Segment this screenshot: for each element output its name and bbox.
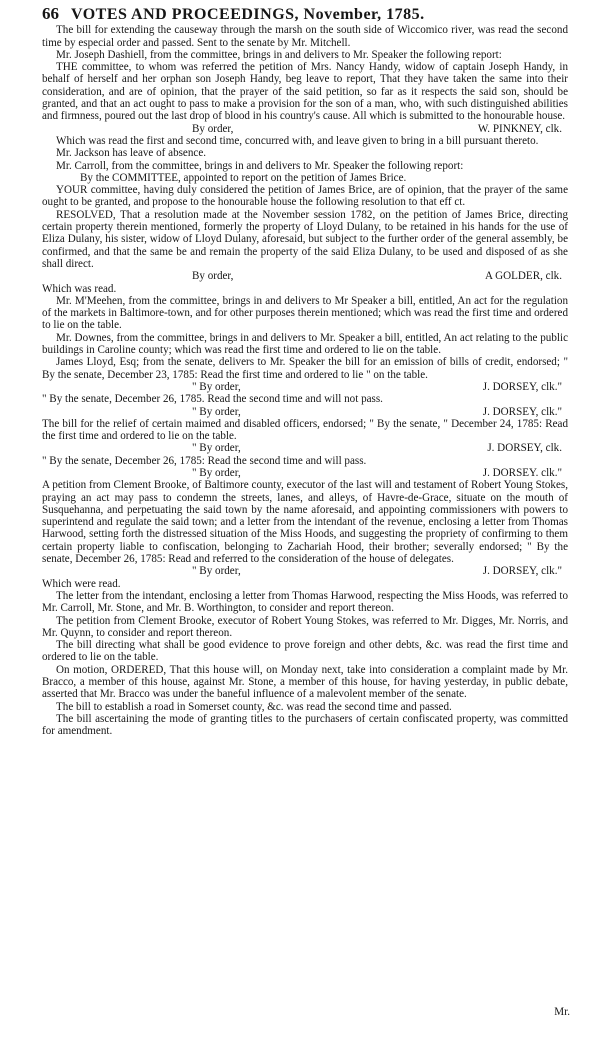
page-number: 66 — [42, 4, 59, 23]
paragraph-jackson-absence: Mr. Jackson has leave of absence. — [56, 147, 207, 160]
paragraph-downes-bill: Mr. Downes, from the committee, brings in and delivers to Mr. Speaker a bill, entitled, An act relating to the public buildings in Caroline county; which was read the first time and ordered to lie on the table. — [42, 331, 568, 357]
paragraph-committee-heading: By the COMMITTEE, appointed to report on the petition of James Brice. — [80, 171, 407, 184]
signoff-label: " By order, — [192, 442, 241, 455]
signoff-dorsey-3 — [42, 442, 568, 454]
signoff-clerk: J. DORSEY, clk. — [487, 442, 562, 455]
paragraph-senate-dec-26-pass: " By the senate, December 26, 1785: Read the second time and will pass. — [42, 454, 367, 467]
paragraph-handy-committee: THE committee, to whom was referred the petition of Mrs. Nancy Handy, widow of captain Joseph Handy, in behalf of herself and her orphan son Joseph Handy, beg leave to report, That they have taken the same into their consideration, and are of opinion, that the prayer of the said petition, so far as it respects the said son, should be granted, and that an act ought to pass to make a provision for the son of a man, who, with such distinguished abilities and firmness, poured out the last drop of blood in his country's cause. All which is submitted to the honourable house. — [42, 61, 568, 123]
signoff-clerk: J. DORSEY, clk." — [482, 380, 562, 393]
catchword: Mr. — [554, 1005, 570, 1018]
paragraph-read-concurred: Which was read the first and second time, concurred with, and leave given to bring in a bill pursuant thereto. — [56, 134, 539, 147]
paragraph-bracco-complaint: On motion, ORDERED, That this house will, on Monday next, take into consideration a complaint made by Mr. Bracco, a member of this house, against Mr. Stone, a member of this house, for having yesterday, in public debate, asserted that Mr. Bracco was under the baneful influence of a malevolent member of the senate. — [42, 663, 568, 701]
paragraph-causeway-bill: The bill for extending the causeway through the marsh on the south side of Wiccomico river, was read the second time by especial order and passed. Sent to the senate by Mr. Mitchell. — [42, 24, 568, 49]
paragraph-carroll-report: Mr. Carroll, from the committee, brings in and delivers to Mr. Speaker the following report: — [56, 159, 464, 172]
paragraph-harwood-letter-referred: The letter from the intendant, enclosing a letter from Thomas Harwood, respecting the Miss Hoods, was referred to Mr. Carroll, Mr. Stone, and Mr. B. Worthington, to consider and report thereon. — [42, 589, 568, 615]
running-title: VOTES AND PROCEEDINGS, November, 1785. — [71, 6, 425, 23]
signoff-dorsey-4 — [42, 467, 568, 479]
signoff-clerk: A GOLDER, clk. — [484, 270, 562, 283]
paragraph-brooke-petition: A petition from Clement Brooke, of Baltimore county, executor of the last will and testament of Robert Young Stokes, praying an act may pass to condemn the streets, lanes, and alleys, of Havre-de-Grace, situate on the mouth of Susquehanna, and perpetuating the said town by the name aforesaid, and appointing commissioners with powers to superintend and regulate the said town; and a letter from the intendant of the revenue, enclosing a letter from Thomas Harwood, setting forth the distressed situation of the Miss Hoods, and suggesting the propriety of confirming to them certain property liable to confiscation, belonging to Zachariah Hood, their brother; severally endorsed; " By the senate, December 26, 1785: Read and referred to the consideration of the house of delegates. — [42, 479, 568, 566]
signoff-clerk: J. DORSEY, clk." — [482, 565, 562, 578]
signoff-pinkney — [42, 123, 568, 135]
signoff-label: " By order, — [192, 565, 241, 578]
signoff-label: " By order, — [192, 466, 241, 479]
paragraph-brice-committee: YOUR committee, having duly considered the petition of James Brice, are of opinion, that the prayer of the same ought to be granted, and propose to the honourable house the following resolution to that eff ct. — [42, 184, 568, 209]
paragraph-resolved-brice: RESOLVED, That a resolution made at the November session 1782, on the petition of James Brice, directing certain property therein mentioned, formerly the property of Lloyd Dulany, to be retained in his hands for the use of Eliza Dulany, his sister, widow of Lloyd Dulany, aforesaid, but subject to the further order of the general assembly, be confirmed, and that the same be and remain the property of the said Eliza Dulany, to be used and disposed of as she shall direct. — [42, 208, 568, 270]
signoff-label: " By order, — [192, 405, 241, 418]
paragraph-which-were-read: Which were read. — [42, 577, 121, 590]
signoff-clerk: J. DORSEY. clk." — [482, 466, 562, 479]
signoff-clerk: J. DORSEY, clk." — [482, 405, 562, 418]
paragraph-mmeehen-bill: Mr. M'Meehen, from the committee, brings in and delivers to Mr Speaker a bill, entitled, An act for the regulation of the markets in Baltimore-town, and for other purposes therein mentioned; which was read the first time and ordered to lie on the table. — [42, 294, 568, 332]
signoff-label: By order, — [192, 270, 234, 283]
page-body — [42, 24, 568, 737]
paragraph-senate-dec-26-not-pass: " By the senate, December 26, 1785. Read the second time and will not pass. — [42, 393, 383, 406]
signoff-label: By order, — [192, 122, 234, 135]
signoff-dorsey-2 — [42, 406, 568, 418]
signoff-clerk: W. PINKNEY, clk. — [477, 122, 562, 135]
signoff-label: " By order, — [192, 380, 241, 393]
page-header — [42, 4, 568, 23]
signoff-golder — [42, 270, 568, 282]
paragraph-somerset-road-bill: The bill to establish a road in Somerset county, &c. was read the second time and passed. — [56, 700, 452, 713]
paragraph-confiscated-property-bill: The bill ascertaining the mode of granting titles to the purchasers of certain confiscated property, was committed for amendment. — [42, 712, 568, 738]
signoff-dorsey-5 — [42, 565, 568, 577]
paragraph-dashiell-report: Mr. Joseph Dashiell, from the committee, brings in and delivers to Mr. Speaker the following report: — [56, 48, 502, 61]
paragraph-brooke-petition-referred: The petition from Clement Brooke, executor of Robert Young Stokes, was referred to Mr. Digges, Mr. Norris, and Mr. Quynn, to consider and report thereon. — [42, 614, 568, 639]
paragraph-evidence-debts-bill: The bill directing what shall be good evidence to prove foreign and other debts, &c. was read the first time and ordered to lie on the table. — [42, 639, 568, 664]
signoff-dorsey-1 — [42, 381, 568, 393]
paragraph-lloyd-credit-bill: James Lloyd, Esq; from the senate, delivers to Mr. Speaker the bill for an emission of bills of credit, endorsed; " By the senate, December 23, 1785: Read the first time and ordered to lie " on the table. — [42, 356, 568, 381]
paragraph-maimed-officers-bill: The bill for the relief of certain maimed and disabled officers, endorsed; " By the senate, " December 24, 1785: Read the first time and ordered to lie on the table. — [42, 417, 568, 443]
paragraph-which-was-read: Which was read. — [42, 282, 117, 295]
